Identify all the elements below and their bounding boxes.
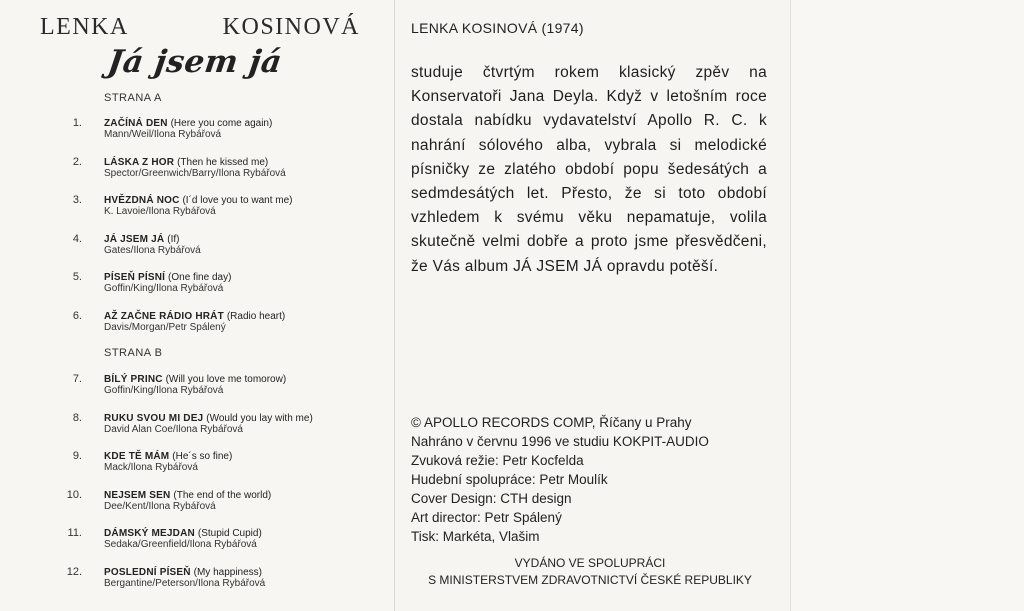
track-credits: Dee/Kent/Ilona Rybářová: [104, 500, 216, 512]
track-row: [60, 527, 380, 557]
bio-heading: LENKA KOSINOVÁ (1974): [411, 20, 584, 36]
track-row: [60, 489, 380, 519]
track-original-title: (Then he kissed me): [177, 156, 269, 168]
track-original-title: (Here you come again): [170, 118, 273, 129]
track-title: RUKU SVOU MI DEJ: [104, 412, 204, 424]
track-number: 11.: [67, 527, 82, 539]
track-credits: Sedaka/Greenfield/Ilona Rybářová: [104, 539, 257, 550]
track-row: [60, 412, 380, 442]
track-heading: [104, 117, 272, 129]
track-credits: Davis/Morgan/Petr Spálený: [104, 321, 226, 333]
track-number: 3.: [72, 194, 82, 206]
production-credits: [411, 413, 781, 546]
track-credits: Goffin/King/Ilona Rybářová: [104, 283, 224, 294]
track-original-title: (Would you lay with me): [206, 412, 313, 424]
track-title: KDE TĚ MÁM: [104, 451, 170, 462]
track-number: 1.: [72, 117, 82, 129]
track-original-title: (Will you love me tomorow): [165, 374, 287, 385]
track-heading: [104, 527, 262, 539]
track-heading: [104, 156, 268, 168]
track-original-title: (One fine day): [168, 272, 232, 283]
track-number: 5.: [72, 271, 82, 283]
track-row: [60, 450, 380, 480]
blank-flap: [790, 0, 1024, 611]
tracklist-panel: [0, 0, 394, 611]
credit-line: Art director: Petr Spálený: [411, 510, 562, 525]
track-row: [60, 566, 380, 596]
credit-line: Nahráno v červnu 1996 ve studiu KOKPIT-AUDIO: [411, 434, 709, 449]
track-row: [60, 233, 380, 263]
track-title: AŽ ZAČNE RÁDIO HRÁT: [104, 310, 224, 322]
track-title: NEJSEM SEN: [104, 489, 171, 501]
track-title: PÍSEŇ PÍSNÍ: [104, 272, 166, 283]
track-heading: [104, 233, 180, 245]
side-b-label: STRANA B: [104, 347, 163, 359]
side-a-label: STRANA A: [104, 92, 162, 104]
track-credits: K. Lavoie/Ilona Rybářová: [104, 206, 216, 217]
track-credits: Mack/Ilona Rybářová: [104, 462, 198, 473]
track-number: 10.: [66, 488, 82, 501]
credit-line: Tisk: Markéta, Vlašim: [411, 529, 540, 544]
track-title: POSLEDNÍ PÍSEŇ: [104, 566, 191, 578]
artist-last-name: KOSINOVÁ: [222, 14, 360, 40]
credit-line: Hudební spolupráce: Petr Moulík: [411, 472, 608, 487]
track-original-title: (Stupid Cupid): [197, 528, 262, 539]
track-heading: [104, 412, 313, 424]
track-heading: [104, 373, 286, 385]
track-credits: Goffin/King/Ilona Rybářová: [104, 385, 224, 396]
album-title: Já jsem já: [105, 44, 285, 80]
track-row: [60, 117, 380, 147]
track-heading: [104, 271, 231, 283]
track-heading: [104, 566, 262, 578]
track-credits: Gates/Ilona Rybářová: [104, 244, 201, 256]
track-row: [60, 156, 380, 186]
track-title: ZAČÍNÁ DEN: [104, 118, 168, 129]
track-heading: [104, 450, 232, 462]
info-panel: [394, 0, 790, 611]
track-number: 12.: [66, 565, 82, 578]
track-original-title: (If): [167, 233, 180, 245]
track-number: 6.: [72, 309, 82, 322]
track-row: [60, 310, 380, 340]
track-number: 2.: [72, 155, 82, 168]
track-title: HVĚZDNÁ NOC: [104, 195, 180, 206]
track-credits: Spector/Greenwich/Barry/Ilona Rybářová: [104, 167, 286, 179]
track-number: 8.: [72, 411, 82, 424]
track-number: 9.: [72, 450, 82, 462]
ministry-note-line1: VYDÁNO VE SPOLUPRÁCI: [514, 556, 666, 570]
track-title: BÍLÝ PRINC: [104, 374, 163, 385]
track-credits: Bergantine/Peterson/Ilona Rybářová: [104, 577, 266, 589]
track-original-title: (Radio heart): [226, 310, 286, 322]
credit-line: Zvuková režie: Petr Kocfelda: [411, 453, 584, 468]
artist-name: [40, 14, 360, 41]
track-heading: [104, 489, 271, 501]
ministry-note: [395, 555, 785, 589]
track-heading: [104, 194, 293, 206]
track-original-title: (I´d love you to want me): [182, 195, 293, 206]
bio-text: studuje čtvrtým rokem klasický zpěv na Konservatoři Jana Deyla. Když v letošním roce dostala nabídku vydavatelství Apollo R. C. k nahrání sólového alba, vybrala si melodické písničky ze zlatého období popu šedesátých a sedmdesátých let. Přesto, že si toto období vzhledem k svému věku nepamatuje, volila skutečně velmi dobře a proto jsme přesvědčeni, že Vás album JÁ JSEM JÁ opravdu potěší.: [411, 64, 767, 275]
track-title: DÁMSKÝ MEJDAN: [104, 528, 195, 539]
artist-first-name: LENKA: [40, 14, 129, 40]
track-row: [60, 271, 380, 301]
track-original-title: (He´s so fine): [172, 451, 233, 462]
track-row: [60, 373, 380, 403]
track-credits: Mann/Weil/Ilona Rybářová: [104, 129, 222, 140]
credit-line: © APOLLO RECORDS COMP, Říčany u Prahy: [411, 415, 692, 430]
track-number: 7.: [72, 373, 82, 385]
track-original-title: (The end of the world): [173, 489, 272, 501]
track-credits: David Alan Coe/Ilona Rybářová: [104, 423, 243, 435]
track-heading: [104, 310, 285, 322]
credit-line: Cover Design: CTH design: [411, 491, 572, 506]
track-original-title: (My happiness): [193, 566, 262, 578]
track-title: JÁ JSEM JÁ: [104, 233, 165, 245]
track-title: LÁSKA Z HOR: [104, 156, 175, 168]
ministry-note-line2: S MINISTERSTVEM ZDRAVOTNICTVÍ ČESKÉ REPUBLIKY: [428, 573, 752, 587]
track-row: [60, 194, 380, 224]
track-number: 4.: [72, 232, 82, 245]
